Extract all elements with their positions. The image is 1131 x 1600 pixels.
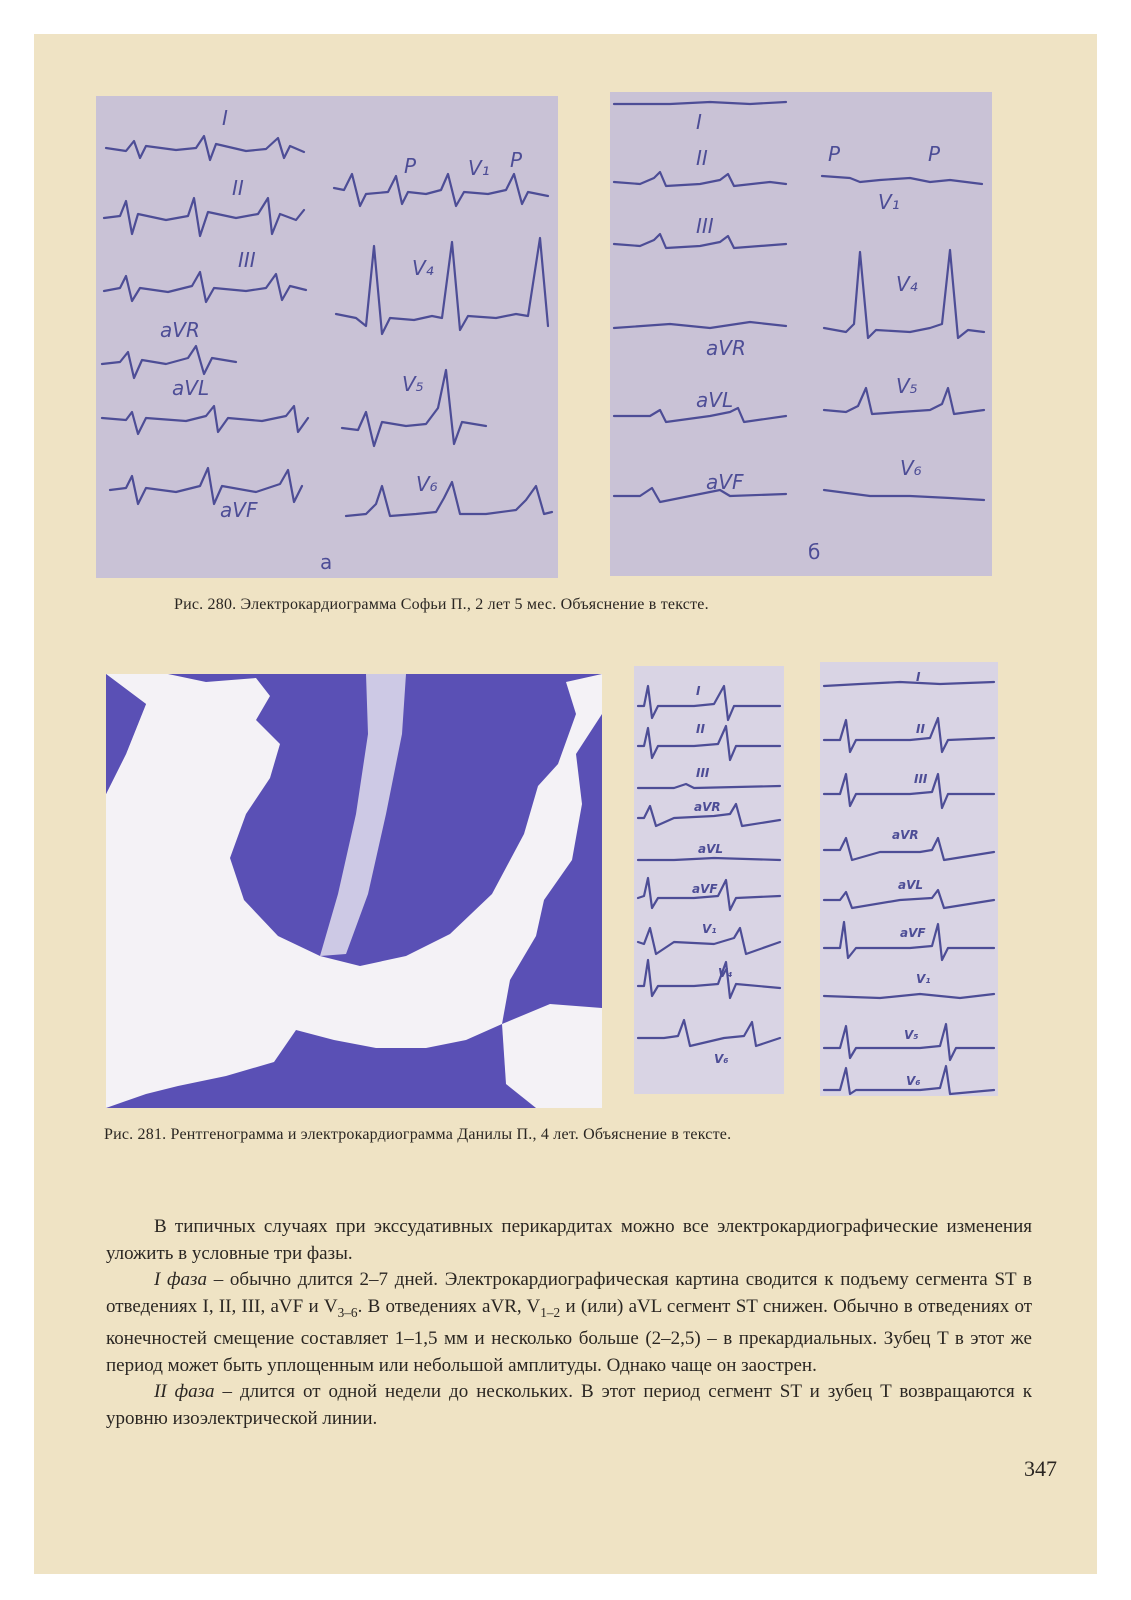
ecg-panel-b [610, 92, 992, 576]
lead-label: I [696, 110, 702, 134]
ecg-panel-281-right [820, 662, 998, 1096]
lead-label: I [222, 106, 228, 130]
lead-label: V₄ [412, 256, 434, 280]
lead-label: aVL [698, 842, 724, 856]
lead-label: aVF [220, 498, 258, 522]
ecg-panel-281-left [634, 666, 784, 1094]
lead-label: aVF [900, 926, 926, 940]
paragraph-text: и (или) aVL сегмент ST снижен. Обычно в отведениях от конечностей смещение составляет 1–1,5 мм и несколько больше (2–2,5) – в прекардиальных. Зубец T в этот же период может быть уплощенным или небольшой амплитуды. Однако чаще он заострен. [106, 1295, 1033, 1376]
lead-label: aVR [694, 800, 721, 814]
lead-label: V₁ [878, 190, 900, 214]
lead-label: V₅ [402, 372, 424, 396]
lead-label: V₁ [468, 156, 490, 180]
paragraph [106, 1379, 1032, 1432]
paragraph-text: – обычно длится 2–7 дней. Электрокардиографическая картина сводится к подъему сегмента ST в отведениях I, II, III, aVF и V [106, 1269, 1032, 1317]
lead-label: aVR [160, 318, 200, 342]
lead-label: II [696, 722, 705, 736]
lead-label: V₄ [896, 272, 918, 296]
lead-label: P [928, 142, 941, 166]
figure-280-caption: Рис. 280. Электрокардиограмма Софьи П., 2 лет 5 мес. Объяснение в тексте. [174, 596, 709, 613]
lead-label: V₆ [900, 456, 922, 480]
lead-label: V₆ [416, 472, 438, 496]
lead-label: II [232, 176, 244, 200]
panel-label-a: а [320, 550, 333, 574]
lead-label: I [696, 684, 701, 698]
lead-label: III [696, 766, 710, 780]
lead-label: P [404, 154, 417, 178]
lead-label: aVF [692, 882, 718, 896]
lead-label: P [510, 148, 523, 172]
phase-label: II фаза [154, 1381, 215, 1403]
book-page [34, 34, 1097, 1574]
lead-label: V₁ [702, 922, 717, 936]
page-number: 347 [1024, 1456, 1057, 1481]
lead-label: III [238, 248, 256, 272]
lead-label: P [828, 142, 841, 166]
lead-label: V₄ [718, 966, 733, 980]
lead-label: V₅ [904, 1028, 919, 1042]
paragraph-text: . В отведениях aVR, V [357, 1295, 541, 1317]
lead-label: aVR [706, 336, 746, 360]
figure-281-caption: Рис. 281. Рентгенограмма и электрокардиограмма Данилы П., 4 лет. Объяснение в тексте. [104, 1126, 732, 1143]
phase-label: I фаза [154, 1269, 207, 1291]
subscript: 3–6 [337, 1304, 358, 1320]
lead-label: II [916, 722, 925, 736]
ecg-panel-a [96, 96, 558, 578]
lead-label: III [914, 772, 928, 786]
paragraph [106, 1267, 1032, 1379]
paragraph: В типичных случаях при экссудативных перикардитах можно все электрокардиографические изменения уложить в условные три фазы. [106, 1216, 1032, 1264]
lead-label: V₆ [714, 1052, 729, 1066]
xray-image [106, 674, 602, 1108]
lead-label: aVR [892, 828, 919, 842]
lead-label: aVF [706, 470, 744, 494]
panel-label-b: б [808, 540, 821, 564]
lead-label: V₁ [916, 972, 931, 986]
lead-label: V₆ [906, 1074, 921, 1088]
lead-label: aVL [696, 388, 734, 412]
lead-label: aVL [172, 376, 210, 400]
lead-label: V₅ [896, 374, 918, 398]
lead-label: II [696, 146, 708, 170]
lead-label: aVL [898, 878, 924, 892]
subscript: 1–2 [540, 1304, 561, 1320]
lead-label: I [916, 670, 921, 684]
paragraph-text: – длится от одной недели до нескольких. В этот период сегмент ST и зубец T возвращаются к уровню изоэлектрической линии. [106, 1381, 1033, 1429]
ecg-traces-281-left [634, 666, 784, 1094]
xray-heart-silhouette [106, 674, 602, 1108]
body-text [106, 1214, 1032, 1433]
lead-label: III [696, 214, 714, 238]
